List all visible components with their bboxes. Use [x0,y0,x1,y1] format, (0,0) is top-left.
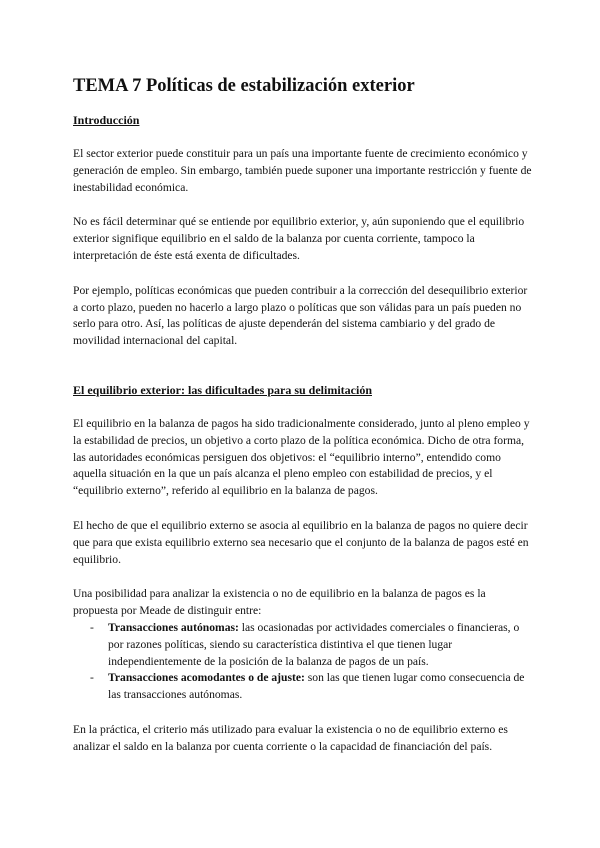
list-item-text: son las que tienen lugar como consecuencia de las transacciones autónomas. [108,671,525,702]
list-item-term: Transacciones autónomas: [108,620,239,634]
paragraph: El equilibrio en la balanza de pagos ha sido tradicionalmente considerado, junto al pleno empleo y la estabilidad de precios, un objetivo a corto plazo de la política económica. Dicho de otra forma, las autoridades económicas persiguen dos objetivos: el “equilibrio interno”, entendido como aquella situación en la que un país alcanza el pleno empleo con estabilidad de precios, y el “equilibrio externo”, referido al equilibrio en la balanza de pagos. [73,416,530,498]
paragraph: Una posibilidad para analizar la existencia o no de equilibrio en la balanza de pagos es la propuesta por Meade de distinguir entre: [73,587,486,618]
dash-bullet: - [90,671,94,685]
paragraph: Por ejemplo, políticas económicas que pueden contribuir a la corrección del desequilibrio exterior a corto plazo, pueden no hacerlo a largo plazo o políticas que son válidas para un país pueden no serlo para otro. Así, las políticas de ajuste dependerán del sistema cambiario y del grado de movilidad internacional del capital. [73,283,528,348]
document-title: TEMA 7 Políticas de estabilización exterior [73,76,415,96]
list-item-text: las ocasionadas por actividades comerciales o financieras, o por razones políticas, siendo su característica distintiva el que tienen lugar independientemente de la posición de la balanza de pagos de un país. [108,620,520,668]
dash-bullet: - [90,620,94,634]
paragraph: No es fácil determinar qué se entiende por equilibrio exterior, y, aún suponiendo que el equilibrio exterior signifique equilibrio en el saldo de la balanza por cuenta corriente, tampoco la interpretación de éste está exenta de dificultades. [73,215,525,262]
document-page [73,74,533,756]
list-item-term: Transacciones acomodantes o de ajuste: [108,671,305,685]
list-item [73,620,533,670]
paragraph: El sector exterior puede constituir para un país una importante fuente de crecimiento económico y generación de empleo. Sin embargo, también puede suponer una importante restricción y fuente de inestabilidad económica. [73,147,532,194]
transaction-types-list [73,620,533,704]
list-item [73,670,533,704]
paragraph: En la práctica, el criterio más utilizado para evaluar la existencia o no de equilibrio externo es analizar el saldo en la balanza por cuenta corriente o la capacidad de financiación del país. [73,722,508,753]
section-heading-equilibrio-exterior: El equilibrio exterior: las dificultades para su delimitación [73,382,372,397]
paragraph: El hecho de que el equilibrio externo se asocia al equilibrio en la balanza de pagos no quiere decir que para que exista equilibrio externo sea necesario que el conjunto de la balanza de pagos esté en equilibrio. [73,518,529,566]
section-heading-introduccion: Introducción [73,113,140,127]
